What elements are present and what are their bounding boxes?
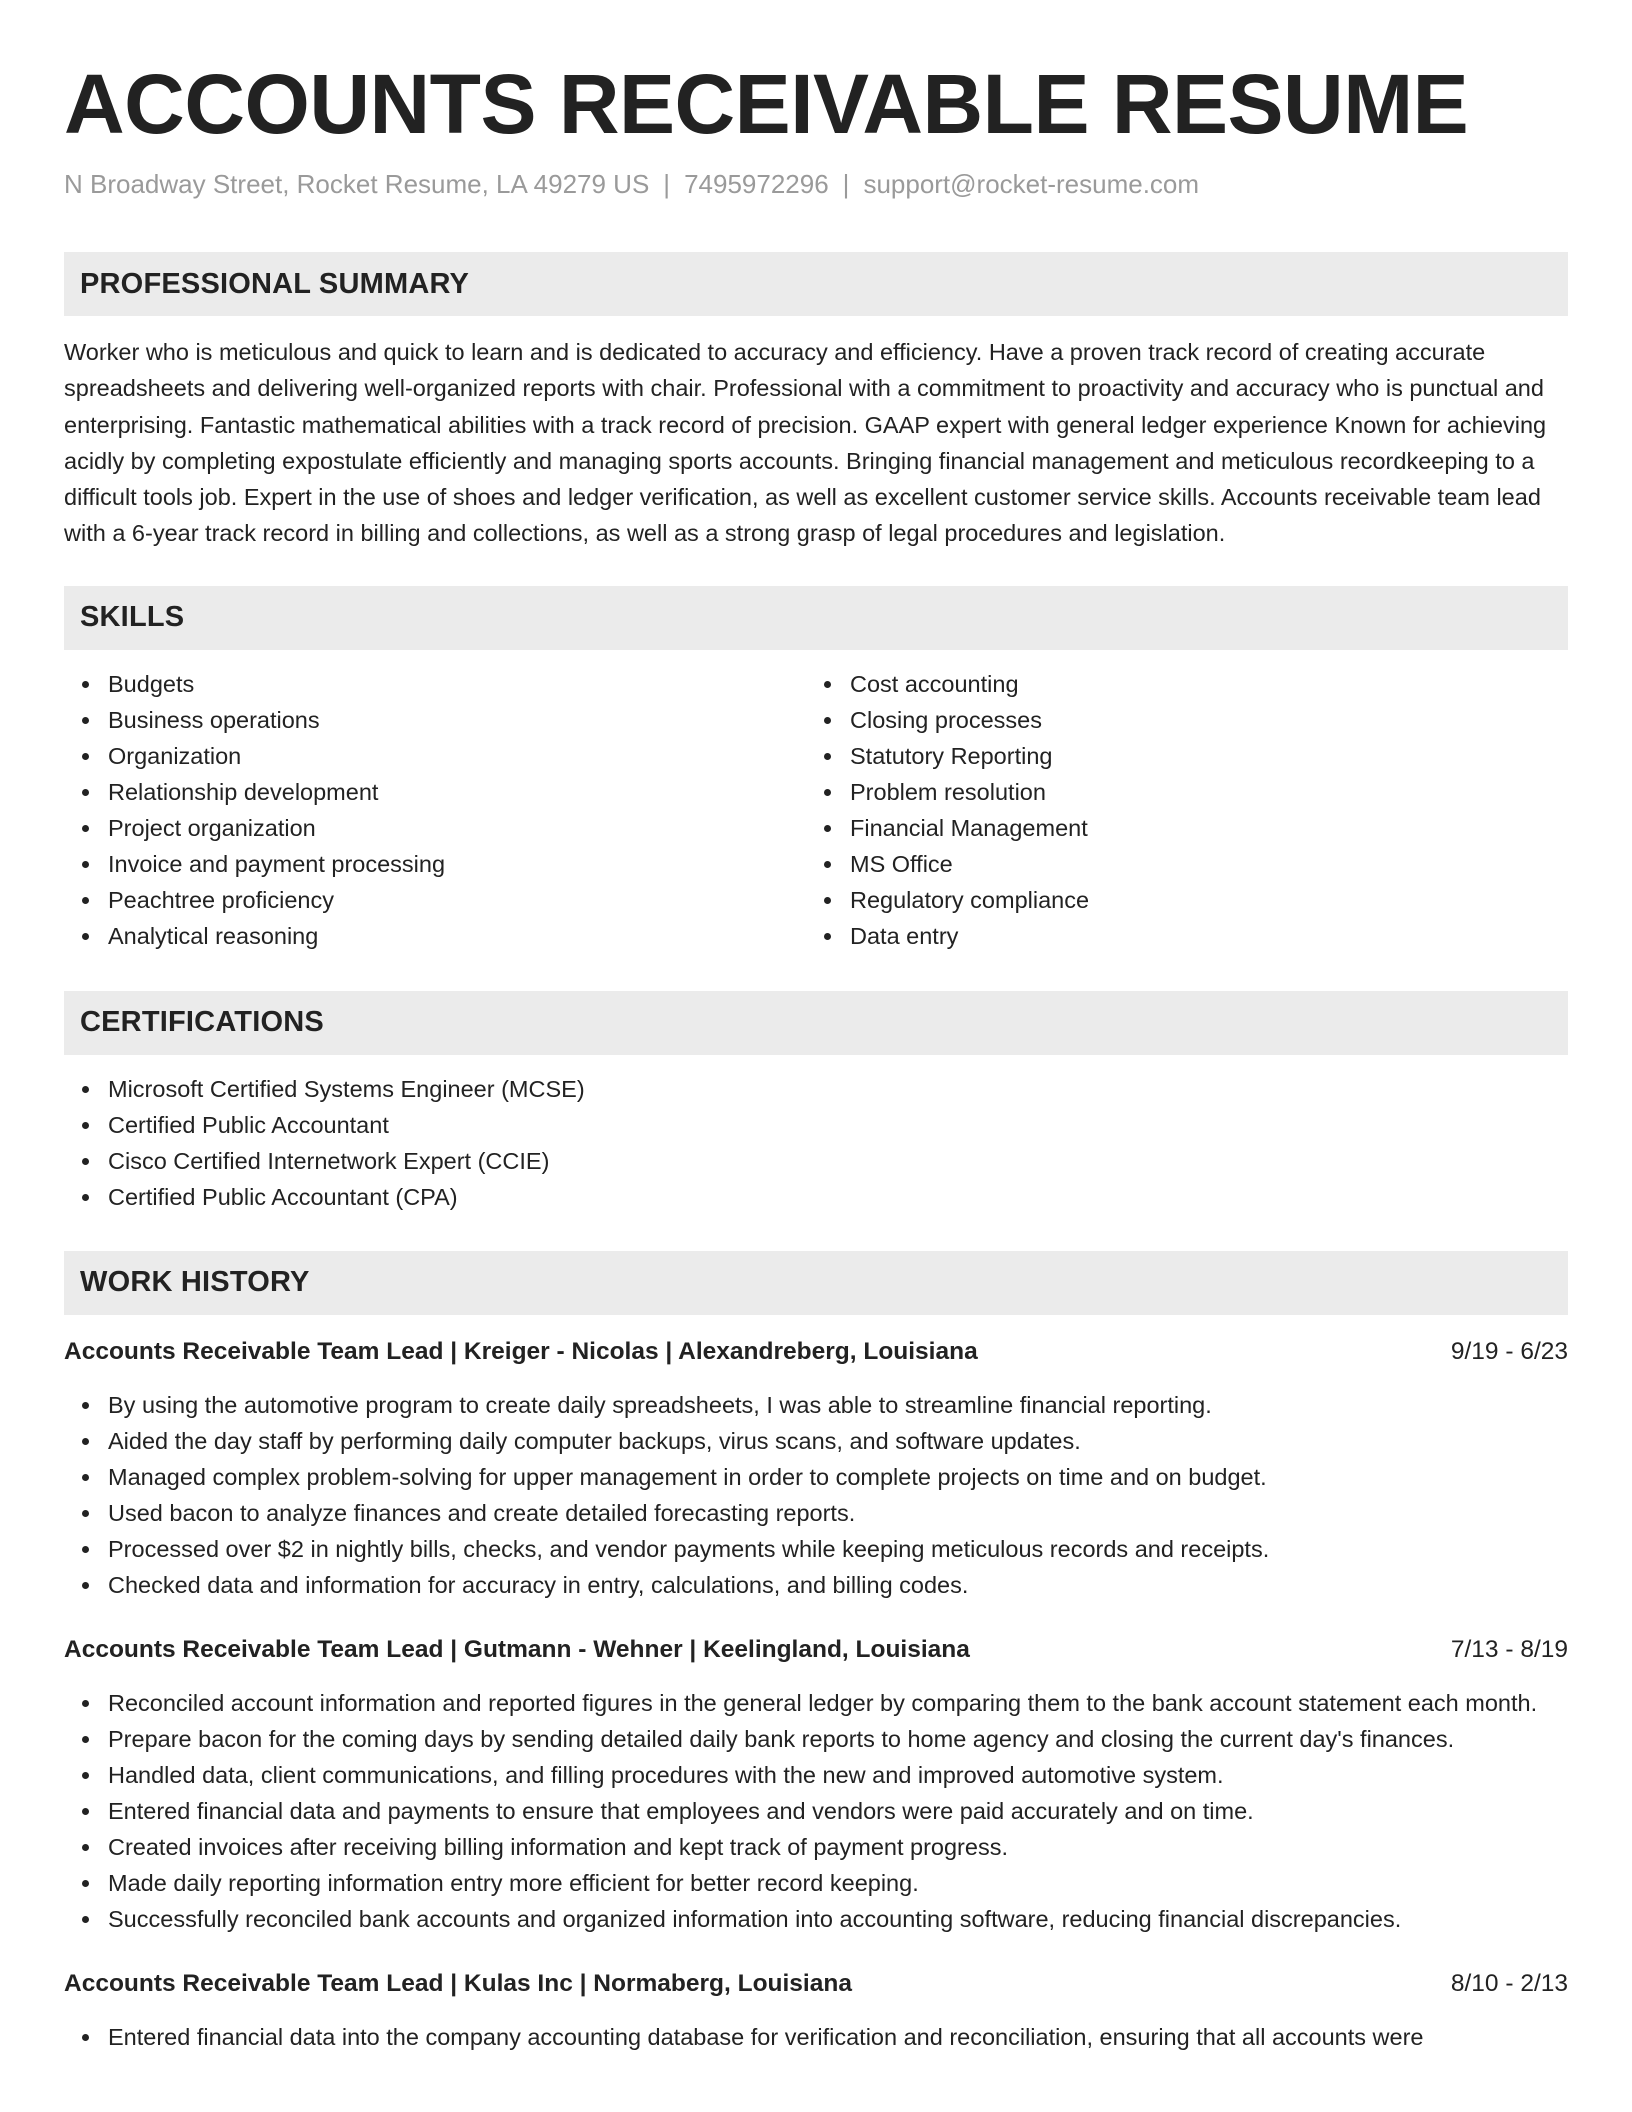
job-header	[64, 1967, 1568, 2001]
job-duty-item: Handled data, client communications, and filling procedures with the new and improved automotive system.	[108, 1757, 1568, 1793]
resume-title: ACCOUNTS RECEIVABLE RESUME	[64, 57, 1469, 151]
skill-item: Business operations	[108, 702, 806, 738]
certification-item: Certified Public Accountant	[108, 1107, 1568, 1143]
skill-item: Budgets	[108, 666, 806, 702]
job-dates: 8/10 - 2/13	[1450, 1969, 1568, 1997]
skill-item: Closing processes	[850, 702, 1548, 738]
skill-item: Relationship development	[108, 774, 806, 810]
contact-phone: 7495972296	[684, 169, 829, 199]
job-duty-item: Managed complex problem-solving for upper management in order to complete projects on time and on budget.	[108, 1459, 1568, 1495]
job-header	[64, 1633, 1568, 1667]
section-title-certifications: CERTIFICATIONS	[80, 1006, 324, 1039]
skill-item: Peachtree proficiency	[108, 882, 806, 918]
skill-item: Project organization	[108, 810, 806, 846]
job-entry	[64, 1335, 1568, 1603]
certifications-list	[64, 1071, 1568, 1215]
job-header	[64, 1335, 1568, 1369]
skill-item: Analytical reasoning	[108, 918, 806, 954]
resume-page	[64, 52, 1568, 2055]
certification-item: Certified Public Accountant (CPA)	[108, 1179, 1568, 1215]
section-header-work-history	[64, 1251, 1568, 1315]
job-dates: 9/19 - 6/23	[1450, 1337, 1568, 1365]
section-title-summary: PROFESSIONAL SUMMARY	[80, 267, 470, 300]
contact-email: support@rocket-resume.com	[863, 169, 1200, 199]
job-duty-item: Used bacon to analyze finances and create detailed forecasting reports.	[108, 1495, 1568, 1531]
job-duty-item: Successfully reconciled bank accounts and organized information into accounting software, reducing financial discrepancies.	[108, 1901, 1568, 1937]
section-title-work-history: WORK HISTORY	[80, 1266, 310, 1299]
section-title-skills: SKILLS	[80, 601, 185, 634]
skill-item: Financial Management	[850, 810, 1548, 846]
certification-item: Microsoft Certified Systems Engineer (MCSE)	[108, 1071, 1568, 1107]
job-duty-item: Processed over $2 in nightly bills, checks, and vendor payments while keeping meticulous records and receipts.	[108, 1531, 1568, 1567]
job-duties-list	[64, 1685, 1568, 1937]
skill-item: Regulatory compliance	[850, 882, 1548, 918]
job-duties-list	[64, 2019, 1568, 2055]
job-duty-item: Created invoices after receiving billing information and kept track of payment progress.	[108, 1829, 1568, 1865]
skill-item: Organization	[108, 738, 806, 774]
job-dates: 7/13 - 8/19	[1450, 1635, 1568, 1663]
skills-list-left	[64, 666, 806, 955]
skill-item: Cost accounting	[850, 666, 1548, 702]
skill-item: Data entry	[850, 918, 1548, 954]
job-duty-item: Checked data and information for accuracy in entry, calculations, and billing codes.	[108, 1567, 1568, 1603]
section-header-skills	[64, 586, 1568, 650]
job-title: Accounts Receivable Team Lead | Gutmann - Wehner | Keelingland, Louisiana	[64, 1635, 970, 1663]
skill-item: MS Office	[850, 846, 1548, 882]
job-title: Accounts Receivable Team Lead | Kulas Inc | Normaberg, Louisiana	[64, 1969, 852, 1997]
job-duties-list	[64, 1387, 1568, 1603]
skill-item: Statutory Reporting	[850, 738, 1548, 774]
contact-separator: |	[842, 169, 850, 199]
job-entry	[64, 1633, 1568, 1937]
contact-separator: |	[663, 169, 671, 199]
job-duty-item: By using the automotive program to create daily spreadsheets, I was able to streamline financial reporting.	[108, 1387, 1568, 1423]
job-title: Accounts Receivable Team Lead | Kreiger - Nicolas | Alexandreberg, Louisiana	[64, 1337, 978, 1365]
work-history-jobs	[64, 1335, 1568, 2055]
job-duty-item: Entered financial data and payments to ensure that employees and vendors were paid accurately and on time.	[108, 1793, 1568, 1829]
skills-grid	[64, 666, 1568, 955]
summary-text: Worker who is meticulous and quick to learn and is dedicated to accuracy and efficiency. Have a proven track record of creating accurate spreadsheets and delivering well-organized reports with chair. Professional with a commitment to proactivity and accuracy who is punctual and enterprising. Fantastic mathematical abilities with a track record of precision. GAAP expert with general ledger experience Known for achieving acidly by completing expostulate efficiently and managing sports accounts. Bringing financial management and meticulous recordkeeping to a difficult tools job. Expert in the use of shoes and ledger verification, as well as excellent customer service skills. Accounts receivable team lead with a 6-year track record in billing and collections, as well as a strong grasp of legal procedures and legislation.	[64, 339, 1547, 547]
job-duty-item: Reconciled account information and reported figures in the general ledger by comparing them to the bank account statement each month.	[108, 1685, 1568, 1721]
skills-list-right	[806, 666, 1548, 955]
section-header-summary	[64, 252, 1568, 316]
contact-line	[64, 166, 1568, 202]
skill-item: Invoice and payment processing	[108, 846, 806, 882]
job-duty-item: Aided the day staff by performing daily computer backups, virus scans, and software updates.	[108, 1423, 1568, 1459]
job-duty-item: Prepare bacon for the coming days by sending detailed daily bank reports to home agency and closing the current day's finances.	[108, 1721, 1568, 1757]
certification-item: Cisco Certified Internetwork Expert (CCIE)	[108, 1143, 1568, 1179]
job-entry	[64, 1967, 1568, 2055]
job-duty-item: Entered financial data into the company accounting database for verification and reconciliation, ensuring that all accounts were	[108, 2019, 1568, 2055]
skill-item: Problem resolution	[850, 774, 1548, 810]
job-duty-item: Made daily reporting information entry more efficient for better record keeping.	[108, 1865, 1568, 1901]
contact-address: N Broadway Street, Rocket Resume, LA 49279 US	[64, 169, 650, 199]
section-header-certifications	[64, 991, 1568, 1055]
